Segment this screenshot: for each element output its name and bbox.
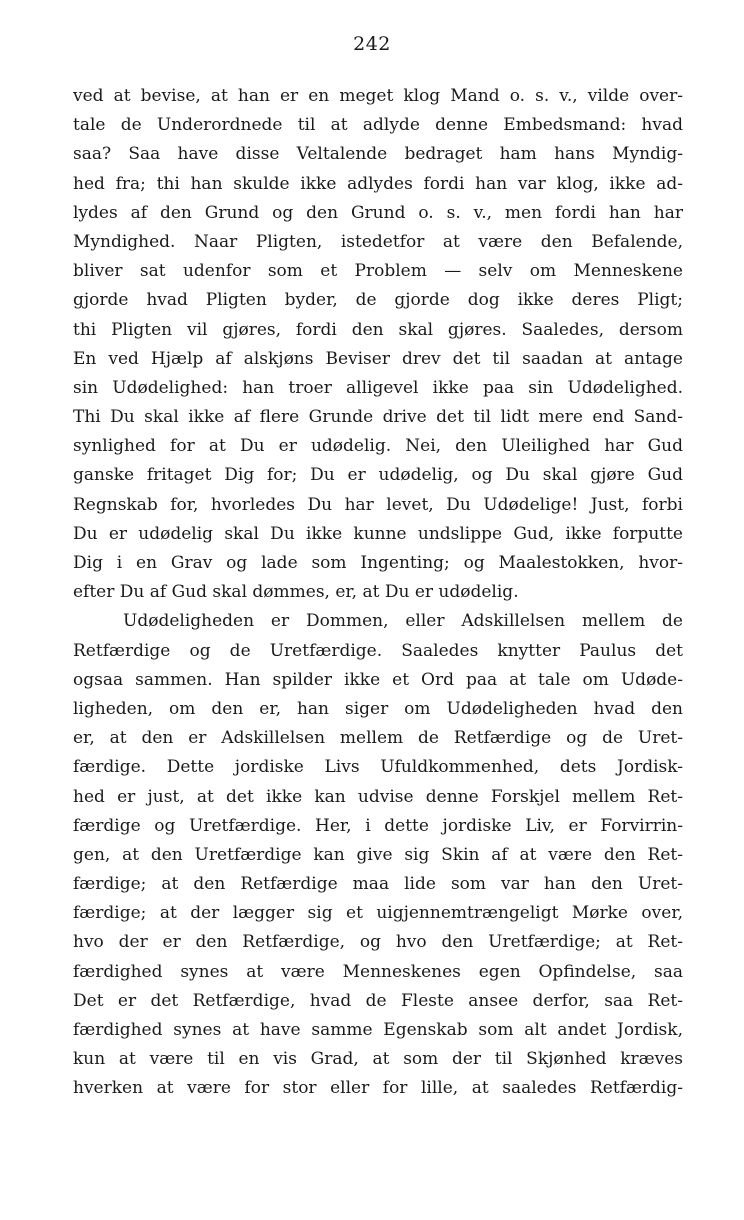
text-line: hed er just, at det ikke kan udvise denne Forskjel mellem Ret- (73, 786, 683, 807)
text-line: færdige og Uretfærdige. Her, i dette jordiske Liv, er Forvirrin- (73, 815, 683, 836)
text-line: gen, at den Uretfærdige kan give sig Skin af at være den Ret- (73, 844, 683, 865)
text-line: ganske fritaget Dig for; Du er udødelig, og Du skal gjøre Gud (73, 465, 683, 486)
text-line: En ved Hjælp af alskjøns Beviser drev det til saadan at antage (73, 348, 683, 369)
text-line: lydes af den Grund og den Grund o. s. v., men fordi han har (73, 202, 683, 223)
text-line: færdige. Dette jordiske Livs Ufuldkommenhed, dets Jordisk- (73, 757, 683, 778)
text-line: kun at være til en vis Grad, at som der til Skjønhed kræves (73, 1049, 683, 1070)
text-line: færdige; at den Retfærdige maa lide som var han den Uret- (73, 874, 683, 895)
text-line: ved at bevise, at han er en meget klog Mand o. s. v., vilde over- (73, 86, 683, 106)
text-line: hed fra; thi han skulde ikke adlydes fordi han var klog, ikke ad- (73, 173, 683, 194)
text-line: Dig i en Grav og lade som Ingenting; og Maalestokken, hvor- (73, 553, 683, 573)
text-line: færdighed synes at have samme Egenskab som alt andet Jordisk, (73, 1020, 683, 1040)
text-line: Det er det Retfærdige, hvad de Fleste ansee derfor, saa Ret- (73, 990, 683, 1011)
text-line: Myndighed. Naar Pligten, istedetfor at være den Befalende, (73, 231, 683, 252)
text-line: færdighed synes at være Menneskenes egen Opfindelse, saa (73, 961, 683, 982)
page-number: 242 (353, 33, 391, 55)
body-text (73, 82, 683, 1104)
text-line: Udødeligheden er Dommen, eller Adskillelsen mellem de (123, 611, 683, 632)
text-line: sin Udødelighed: han troer alligevel ikke paa sin Udødelighed. (73, 377, 683, 398)
text-line: gjorde hvad Pligten byder, de gjorde dog ikke deres Pligt; (73, 290, 683, 311)
text-line: Thi Du skal ikke af flere Grunde drive det til lidt mere end Sand- (73, 407, 683, 428)
text-line: saa? Saa have disse Veltalende bedraget ham hans Myndig- (73, 144, 683, 165)
text-line: Regnskab for, hvorledes Du har levet, Du Udødelige! Just, forbi (73, 494, 683, 515)
text-line: ligheden, om den er, han siger om Udødeligheden hvad den (73, 698, 683, 719)
text-line: bliver sat udenfor som et Problem — selv om Menneskene (73, 261, 683, 282)
text-line: hvo der er den Retfærdige, og hvo den Uretfærdige; at Ret- (73, 932, 683, 953)
text-line: tale de Underordnede til at adlyde denne Embedsmand: hvad (73, 115, 683, 136)
text-line: hverken at være for stor eller for lille, at saaledes Retfærdig- (73, 1078, 683, 1099)
text-line: er, at den er Adskillelsen mellem de Retfærdige og de Uret- (73, 728, 683, 749)
text-line: Retfærdige og de Uretfærdige. Saaledes knytter Paulus det (73, 640, 683, 661)
text-line: færdige; at der lægger sig et uigjennemtrængeligt Mørke over, (73, 903, 683, 924)
text-line: synlighed for at Du er udødelig. Nei, den Uleilighed har Gud (73, 436, 683, 457)
text-line: efter Du af Gud skal dømmes, er, at Du er udødelig. (73, 582, 519, 603)
text-line: thi Pligten vil gjøres, fordi den skal gjøres. Saaledes, dersom (73, 319, 683, 340)
text-line: ogsaa sammen. Han spilder ikke et Ord paa at tale om Udøde- (73, 669, 683, 690)
text-line: Du er udødelig skal Du ikke kunne undslippe Gud, ikke forputte (73, 523, 683, 544)
